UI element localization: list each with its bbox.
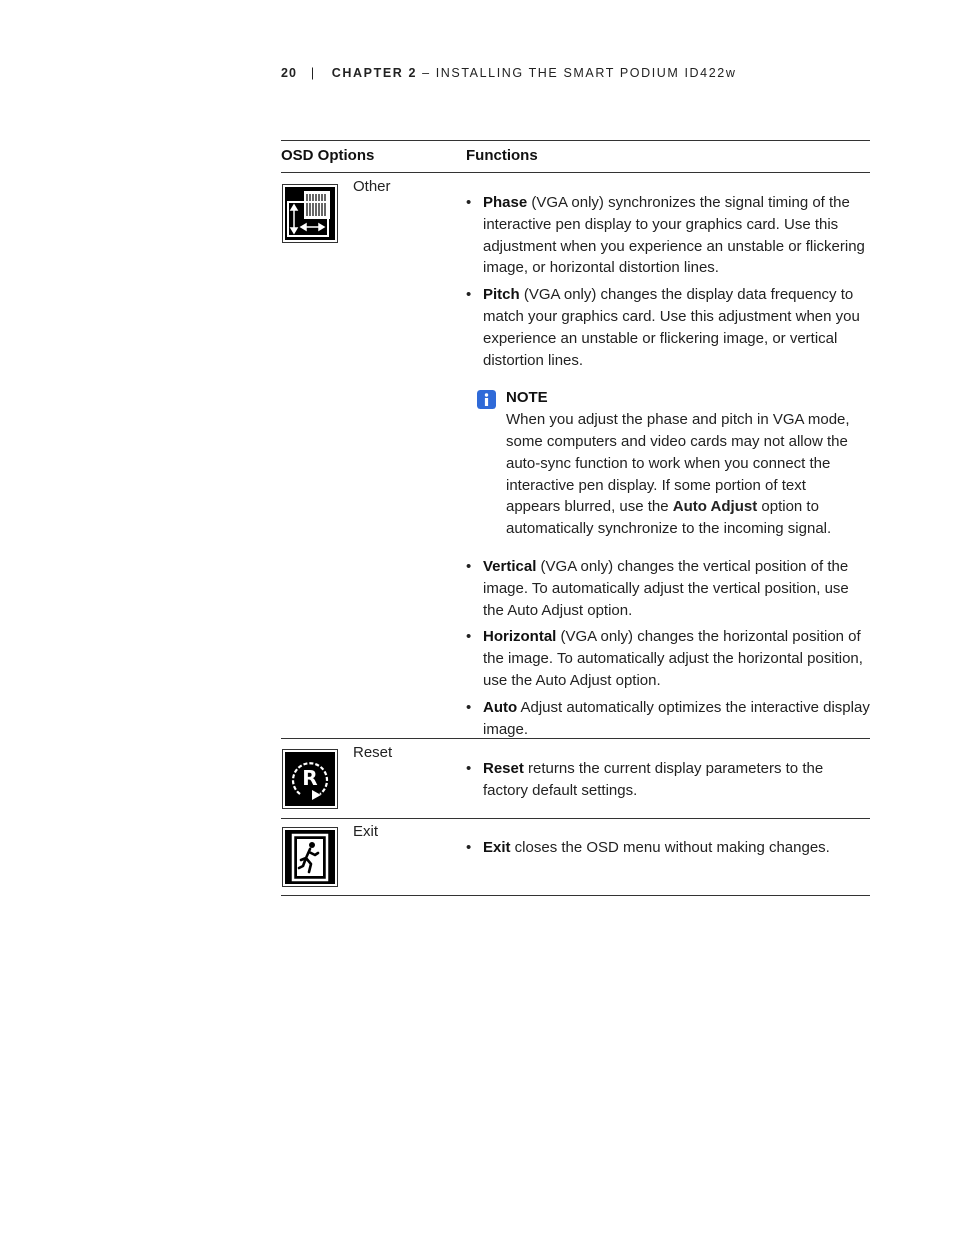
chapter-label: CHAPTER 2 xyxy=(331,66,418,80)
desc-vertical: (VGA only) changes the vertical position of the image. To automatically adjust the vertical position, use the Auto Adjust option. xyxy=(483,557,849,619)
table-row-other xyxy=(281,172,870,738)
bullet: • xyxy=(466,760,472,777)
bullet: • xyxy=(466,839,472,856)
term-exit: Exit xyxy=(483,839,511,856)
reset-icon xyxy=(282,749,338,809)
bullet: • xyxy=(466,286,472,304)
list-item-pitch xyxy=(466,284,870,371)
table-row-reset xyxy=(281,738,870,818)
list-item-exit xyxy=(466,837,870,859)
list-item-horizontal xyxy=(466,626,870,691)
header-separator: | xyxy=(310,66,316,80)
page-number: 20 xyxy=(281,66,297,80)
bullet: • xyxy=(466,628,472,646)
phase-pitch-icon xyxy=(282,184,338,243)
bullet: • xyxy=(466,194,472,211)
info-icon xyxy=(477,390,496,409)
note-body xyxy=(506,409,860,540)
osd-options-table xyxy=(281,140,870,896)
note-text-after: option to automatically synchronize to the incoming signal. xyxy=(506,498,832,538)
desc-pitch: (VGA only) changes the display data frequency to match your graphics card. Use this adjustment when you experience an unstable or flickering image, or vertical distortion lines. xyxy=(483,286,860,369)
list-item-vertical xyxy=(466,556,870,621)
functions-list-reset xyxy=(466,755,870,802)
option-label-reset: Reset xyxy=(353,744,393,761)
desc-phase: (VGA only) synchronizes the signal timing of the interactive pen display to your graphics card. Use this adjustment when you experience an unstable or flickering image, or horizontal distortion lines. xyxy=(483,194,865,277)
term-auto: Auto xyxy=(483,698,518,716)
list-item-reset xyxy=(466,758,870,802)
note-bold-auto-adjust: Auto Adjust xyxy=(672,498,758,516)
desc-horizontal: (VGA only) changes the horizontal position of the image. To automatically adjust the horizontal position, use the Auto Adjust option. xyxy=(483,628,863,689)
term-pitch: Pitch xyxy=(483,286,520,304)
page-header xyxy=(281,66,736,80)
functions-list-exit xyxy=(466,835,870,859)
table-row-exit xyxy=(281,818,870,896)
note-box xyxy=(466,387,860,540)
list-item-phase xyxy=(466,192,870,279)
desc-reset: returns the current display parameters to the factory default settings. xyxy=(483,760,824,799)
option-label-other: Other xyxy=(353,178,391,195)
functions-list-other-continued xyxy=(466,556,870,740)
desc-exit: closes the OSD menu without making changes. xyxy=(510,839,830,856)
bullet: • xyxy=(466,557,472,575)
svg-text:R: R xyxy=(302,766,318,790)
column-header-options: OSD Options xyxy=(281,147,375,164)
term-horizontal: Horizontal xyxy=(483,628,557,646)
list-item-auto xyxy=(466,697,870,741)
term-vertical: Vertical xyxy=(483,557,537,575)
bullet: • xyxy=(466,698,472,716)
term-phase: Phase xyxy=(483,194,528,211)
exit-icon xyxy=(282,827,338,887)
option-label-exit: Exit xyxy=(353,823,379,840)
functions-list-other xyxy=(466,189,870,371)
chapter-title: – INSTALLING THE SMART PODIUM ID422w xyxy=(417,66,737,80)
note-text-before: When you adjust the phase and pitch in VGA mode, some computers and video cards may not allow the auto-sync function to work when you connect the interactive pen display. If some portion of text appears blurred, use the xyxy=(506,411,850,516)
desc-auto: Adjust automatically optimizes the interactive display image. xyxy=(483,698,870,738)
table-header xyxy=(281,141,870,172)
term-reset: Reset xyxy=(483,760,524,777)
column-header-functions: Functions xyxy=(466,147,538,164)
note-title: NOTE xyxy=(506,389,548,407)
